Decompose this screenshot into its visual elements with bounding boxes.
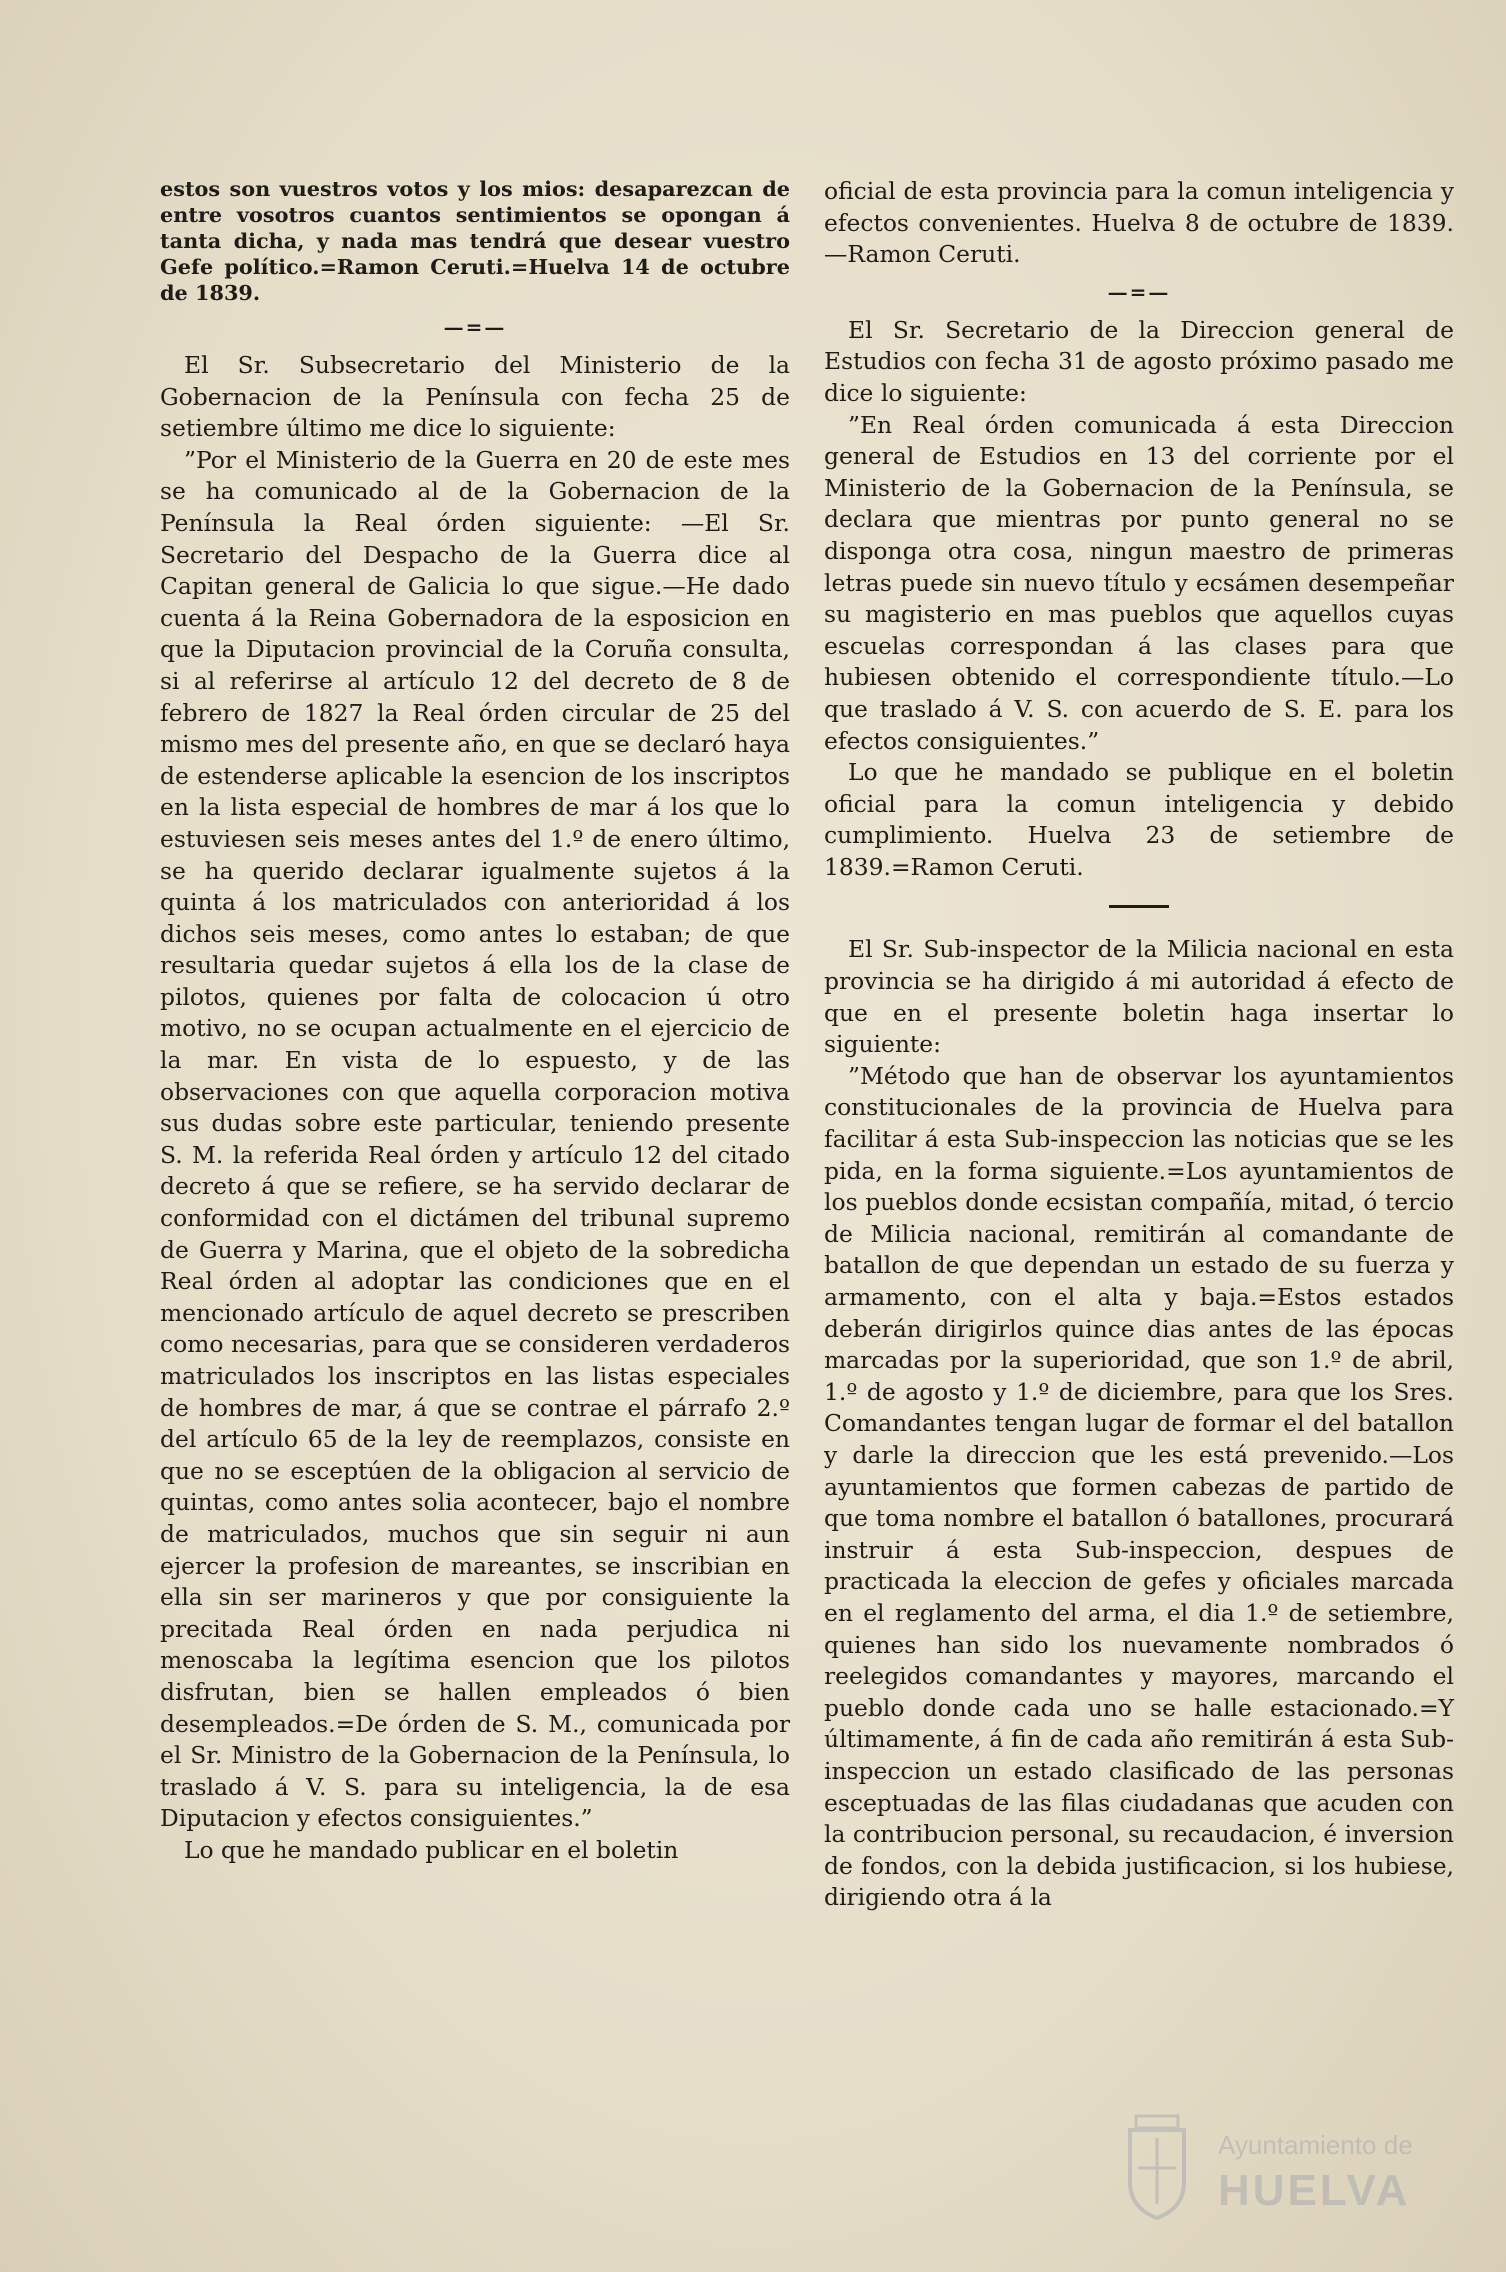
right-separator: —=— [1107,279,1171,304]
watermark [1122,2112,1462,2232]
watermark-line-1: Ayuntamiento de [1218,2130,1413,2160]
right-paragraph-2: ”En Real órden comunicada á esta Direccion general de Estudios en 13 del corriente por el Ministerio de la Gobernacion de la Península, se declara que mientras por punto general no se disponga otra cosa, ningun maestro de primeras letras puede sin nuevo título y ecsámen desempeñar su magisterio en mas pueblos que aquellos cuyas escuelas correspondan á las clases para que hubiesen obtenido el correspondiente título.—Lo que traslado á V. S. con acuerdo de S. E. para los efectos consiguientes.” [824,410,1454,755]
left-separator: —=— [443,315,507,339]
right-paragraph-5: ”Método que han de observar los ayuntamientos constitucionales de la provincia de Huelva para facilitar á esta Sub-inspeccion las noticias que se les pida, en la forma siguiente.=Los ayuntamientos de los pueblos donde ecsistan compañía, mitad, ó tercio de Milicia nacional, remitirán al comandante de batallon de que dependan un estado de su fuerza y armamento, con el alta y baja.=Estos estados deberán dirigirlos quince dias antes de las épocas marcadas por la superioridad, que son 1.º de abril, 1.º de agosto y 1.º de diciembre, para que los Sres. Comandantes tengan lugar de formar el del batallon y darle la direccion que les está prevenido.—Los ayuntamientos que formen cabezas de partido de que toma nombre el batallon ó batallones, procurará instruir á esta Sub-inspeccion, despues de practicada la eleccion de gefes y oficiales marcada en el reglamento del arma, el dia 1.º de setiembre, quienes han sido los nuevamente nombrados ó reelegidos comandantes y mayores, marcando el pueblo donde cada uno se halle estacionado.=Y últimamente, á fin de cada año remitirán á esta Sub-inspeccion un estado clasificado de las personas esceptuadas de las filas ciudadanas que acuden con la contribucion personal, su recaudacion, é inversion de fondos, con la debida justificacion, si los hubiese, dirigiendo otra á la [824,1061,1454,1912]
section-divider [1109,905,1169,908]
right-paragraph-4: El Sr. Sub-inspector de la Milicia nacional en esta provincia se ha dirigido á mi autoridad á efecto de que en el presente boletin haga insertar lo siguiente: [824,935,1454,1059]
right-intro: oficial de esta provincia para la comun inteligencia y efectos convenientes. Huelva 8 de octubre de 1839.—Ramon Ceruti. [824,177,1454,269]
right-column [824,176,1454,1914]
left-paragraph-1: El Sr. Subsecretario del Ministerio de la Gobernacion de la Península con fecha 25 de setiembre último me dice lo siguiente: [160,351,790,443]
coat-of-arms-icon [1122,2112,1192,2222]
right-paragraph-1: El Sr. Secretario de la Direccion general de Estudios con fecha 31 de agosto próximo pasado me dice lo siguiente: [824,315,1454,407]
left-column [160,176,790,1867]
left-paragraph-3: Lo que he mandado publicar en el boletin [184,1835,679,1864]
watermark-line-2: HUELVA [1218,2166,1411,2215]
left-paragraph-2: ”Por el Ministerio de la Guerra en 20 de este mes se ha comunicado al de la Gobernacion de la Península la Real órden siguiente: —El Sr. Secretario del Despacho de la Guerra dice al Capitan general de Galicia lo que sigue.—He dado cuenta á la Reina Gobernadora de la esposicion en que la Diputacion provincial de la Coruña consulta, si al referirse al artículo 12 del decreto de 8 de febrero de 1827 la Real órden circular de 25 del mismo mes del presente año, en que se declaró haya de estenderse aplicable la esencion de los inscriptos en la lista especial de hombres de mar á los que lo estuviesen seis meses antes del 1.º de enero último, se ha querido declarar igualmente sujetos á la quinta á los matriculados con anterioridad á los dichos seis meses, como antes lo estaban; de que resultaria quedar sujetos á ella los de la clase de pilotos, quienes por falta de colocacion ú otro motivo, no se ocupan actualmente en el ejercicio de la mar. En vista de lo espuesto, y de las observaciones con que aquella corporacion motiva sus dudas sobre este particular, teniendo presente S. M. la referida Real órden y artículo 12 del citado decreto á que se refiere, se ha servido declarar de conformidad con el dictámen del tribunal supremo de Guerra y Marina, que el objeto de la sobredicha Real órden al adoptar las condiciones que en el mencionado artículo de aquel decreto se prescriben como necesarias, para que se consideren verdaderos matriculados los inscriptos en las listas especiales de hombres de mar, á que se contrae el párrafo 2.º del artículo 65 de la ley de reemplazos, consiste en que no se esceptúen de la obligacion al servicio de quintas, como antes solia acontecer, bajo el nombre de matriculados, muchos que sin seguir ni aun ejercer la profesion de mareantes, se inscribian en ella sin ser marineros y que por consiguiente la precitada Real órden en nada perjudica ni menoscaba la legítima esencion que los pilotos disfrutan, bien se hallen empleados ó bien desempleados.=De órden de S. M., comunicada por el Sr. Ministro de la Gobernacion de la Península, lo traslado á V. S. para su inteligencia, la de esa Diputacion y efectos consiguientes.” [160,445,790,1833]
left-intro: estos son vuestros votos y los mios: desaparezcan de entre vosotros cuantos sentimientos se opongan á tanta dicha, y nada mas tendrá que desear vuestro Gefe político.=Ramon Ceruti.=Huelva 14 de octubre de 1839. [160,176,790,305]
right-paragraph-3: Lo que he mandado se publique en el boletin oficial para la comun inteligencia y debido cumplimiento. Huelva 23 de setiembre de 1839.=Ramon Ceruti. [824,758,1454,881]
